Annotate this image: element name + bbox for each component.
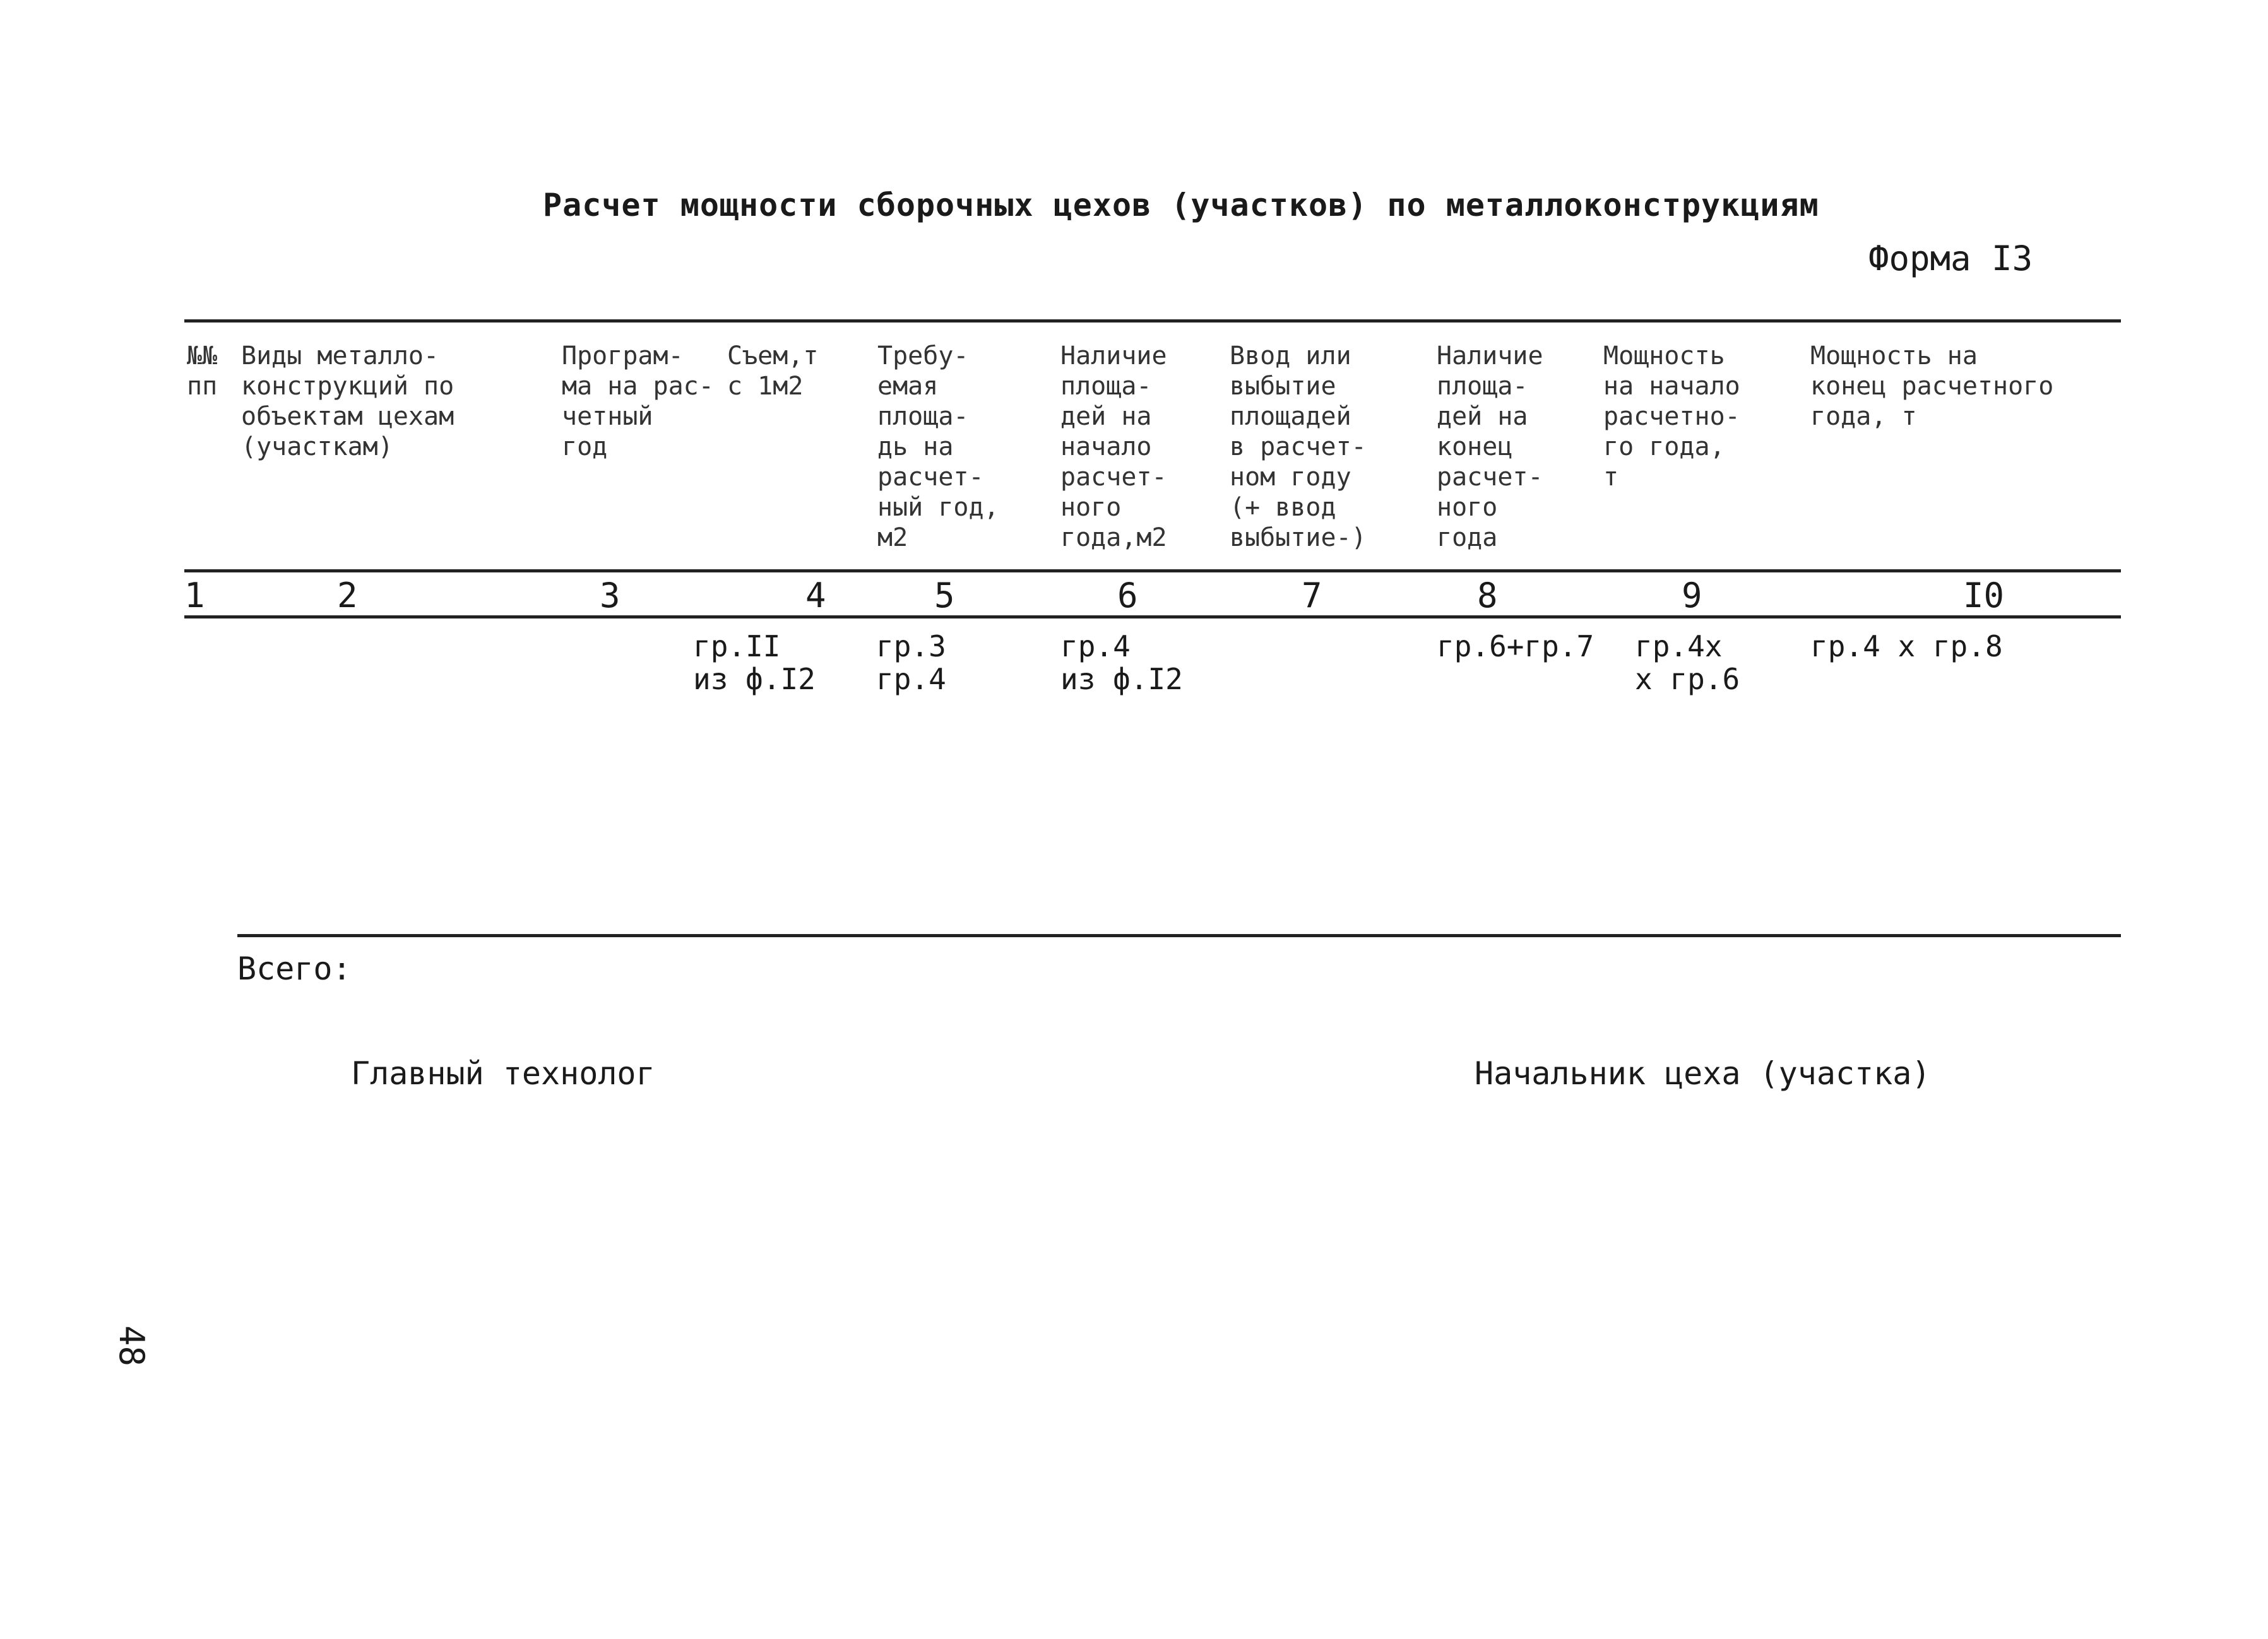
column-number: 2 (337, 576, 358, 615)
formula-cell: гр.4 из ф.I2 (1060, 629, 1183, 696)
formula-cell: гр.4х х гр.6 (1635, 629, 1740, 696)
header-cell: №№ пп (187, 341, 218, 401)
column-number: 8 (1477, 576, 1498, 615)
header-cell: Виды металло- конструкций по объектам цехам (участкам) (241, 341, 454, 461)
formula-cell: гр.II из ф.I2 (693, 629, 816, 696)
header-bottom-rule (184, 569, 2121, 572)
total-rule (237, 934, 2121, 937)
document-title: Расчет мощности сборочных цехов (участков) по металлоконструкциям (543, 187, 1819, 223)
header-cell: Ввод или выбытие площадей в расчет- ном году (+ ввод выбытие-) (1230, 341, 1367, 552)
column-number: 7 (1302, 576, 1322, 615)
column-number: 5 (934, 576, 955, 615)
formula-cell: гр.3 гр.4 (876, 629, 946, 696)
signature-chief-technologist: Главный технолог (351, 1055, 655, 1092)
header-cell: Наличие площа- дей на начало расчет- ного года,м2 (1060, 341, 1167, 552)
column-number: 6 (1117, 576, 1138, 615)
page-number: 48 (112, 1325, 151, 1367)
column-number: I0 (1963, 576, 2005, 615)
header-cell: Мощность на конец расчетного года, т (1810, 341, 2054, 431)
formula-cell: гр.6+гр.7 (1437, 629, 1594, 663)
header-cell: Програм- ма на рас- четный год (562, 341, 714, 461)
signature-shop-head: Начальник цеха (участка) (1475, 1055, 1931, 1092)
header-cell: Требу- емая площа- дь на расчет- ный год, м2 (877, 341, 999, 552)
column-number-rule (184, 615, 2121, 618)
column-number: 4 (805, 576, 826, 615)
total-label: Всего: (237, 950, 352, 987)
column-number: 3 (600, 576, 620, 615)
formula-cell: гр.4 х гр.8 (1810, 629, 2003, 663)
table-top-rule (184, 319, 2121, 322)
column-number: 1 (184, 576, 205, 615)
header-cell: Съем,т с 1м2 (727, 341, 819, 401)
form-number: Форма I3 (1868, 239, 2033, 278)
header-cell: Наличие площа- дей на конец расчет- ного года (1437, 341, 1543, 552)
header-cell: Мощность на начало расчетно- го года, т (1603, 341, 1740, 492)
column-number: 9 (1682, 576, 1702, 615)
